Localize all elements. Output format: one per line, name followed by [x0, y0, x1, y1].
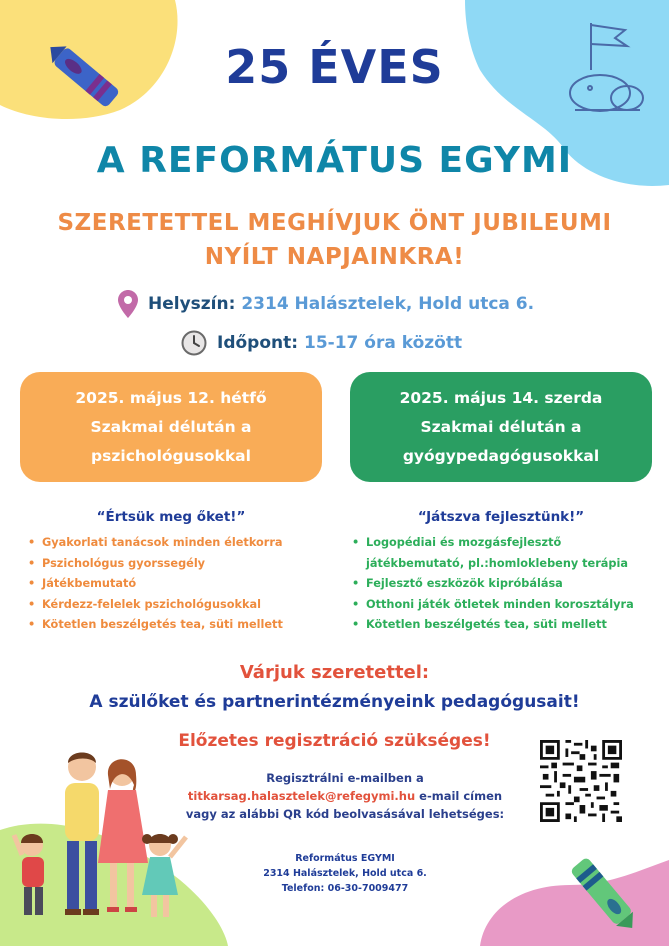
registration-line-1: Regisztrálni e-mailben a	[266, 771, 424, 785]
clock-icon	[181, 330, 207, 356]
list-item: • Pszichológus gyorssegély	[28, 554, 328, 575]
location-value: 2314 Halásztelek, Hold utca 6.	[241, 294, 535, 314]
motto-special-educators: “Játszva fejlesztünk!”	[417, 509, 585, 525]
location-row	[118, 290, 534, 318]
time-row	[181, 330, 462, 356]
footer-contact	[230, 851, 460, 896]
list-item: • Kérdezz-felelek pszichológusokkal	[28, 595, 328, 616]
event-date: 2025. május 12. hétfő	[75, 388, 267, 407]
registration-instructions	[180, 769, 510, 823]
event-card-psychologists	[20, 372, 322, 482]
registration-line-3: vagy az alábbi QR kód beolvasásával lehetséges:	[185, 807, 505, 821]
family-illustration	[10, 745, 210, 935]
time-colon: :	[291, 333, 304, 353]
event-audience: gyógypedagógusokkal	[402, 446, 600, 465]
list-item: • Otthoni játék ötletek minden korosztályra	[352, 595, 662, 616]
crayon-illustration-bottom	[555, 845, 650, 940]
footer-address: 2314 Halásztelek, Hold utca 6.	[263, 868, 427, 879]
motto-psychologists: “Értsük meg őket!”	[96, 509, 246, 525]
time-label: Időpont	[217, 333, 292, 353]
list-item: • Fejlesztő eszközök kipróbálása	[352, 574, 662, 595]
registration-line-2-suffix: e-mail címen	[415, 789, 503, 803]
qr-code[interactable]	[540, 740, 622, 822]
location-label: Helyszín	[148, 294, 229, 314]
location-colon: :	[228, 294, 242, 314]
invitation-line-2: NYÍLT NAPJAINKRA!	[204, 244, 465, 270]
registration-required: Előzetes regisztráció szükséges!	[178, 731, 491, 751]
footer-phone: Telefon: 06-30-7009477	[281, 883, 409, 894]
event-date: 2025. május 14. szerda	[399, 388, 603, 407]
list-item: • Logopédiai és mozgásfejlesztő játékbemutató, pl.:homloklebeny terápia	[352, 533, 662, 574]
program-list-psychologists	[28, 533, 328, 636]
invitation-heading	[0, 206, 669, 274]
event-card-special-educators	[350, 372, 652, 482]
location-pin-icon	[118, 290, 138, 318]
event-audience: pszichológusokkal	[91, 446, 251, 465]
program-list-special-educators	[352, 533, 662, 636]
title-organization: A REFORMÁTUS EGYMI	[96, 140, 573, 181]
time-value: 15-17 óra között	[303, 333, 463, 353]
event-subtitle: Szakmai délután a	[90, 417, 252, 436]
list-item: • Gyakorlati tanácsok minden életkorra	[28, 533, 328, 554]
list-item: • Kötetlen beszélgetés tea, süti mellett	[28, 615, 328, 636]
invitation-line-1: SZERETETTEL MEGHÍVJUK ÖNT JUBILEUMI	[57, 210, 612, 236]
welcome-heading: Várjuk szeretettel:	[239, 662, 430, 683]
audience-line: A szülőket és partnerintézményeink pedagógusait!	[89, 692, 580, 712]
list-item: • Kötetlen beszélgetés tea, süti mellett	[352, 615, 662, 636]
event-subtitle: Szakmai délután a	[420, 417, 582, 436]
title-years: 25 ÉVES	[225, 40, 444, 94]
list-item: • Játékbemutató	[28, 574, 328, 595]
registration-email-link[interactable]: titkarsag.halasztelek@refegymi.hu	[187, 789, 416, 803]
footer-organization: Református EGYMI	[295, 853, 395, 864]
